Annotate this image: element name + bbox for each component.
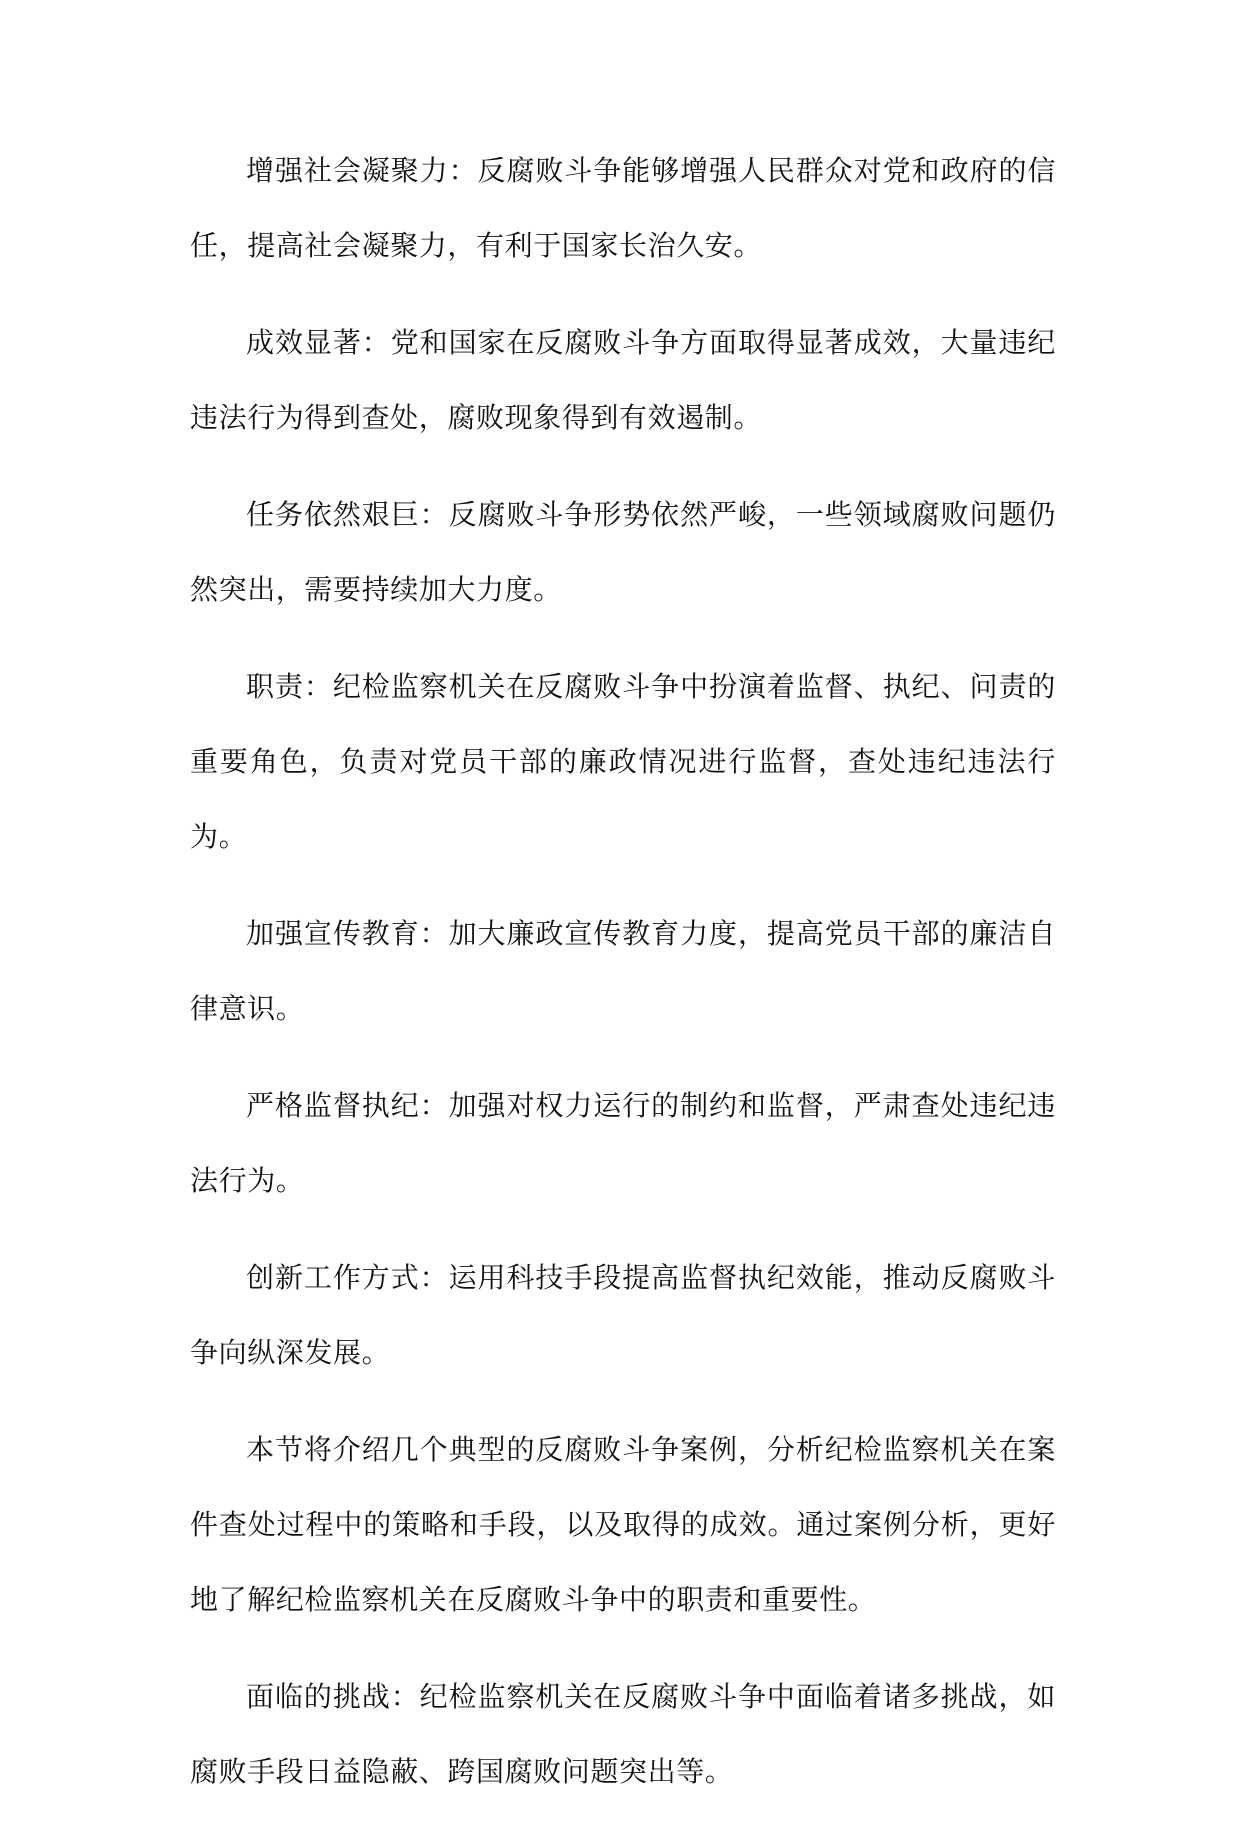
- paragraph-social-cohesion: 增强社会凝聚力：反腐败斗争能够增强人民群众对党和政府的信任，提高社会凝聚力，有利于国家长治久安。: [190, 154, 1056, 262]
- document-body: [190, 133, 1056, 1831]
- paragraph-publicity-education: 加强宣传教育：加大廉政宣传教育力度，提高党员干部的廉洁自律意识。: [190, 917, 1056, 1025]
- paragraph-challenges: 面临的挑战：纪检监察机关在反腐败斗争中面临着诸多挑战，如腐败手段日益隐蔽、跨国腐败问题突出等。: [190, 1680, 1056, 1788]
- paragraph-innovative-methods: 创新工作方式：运用科技手段提高监督执纪效能，推动反腐败斗争向纵深发展。: [190, 1261, 1056, 1369]
- paragraph-arduous-task: 任务依然艰巨：反腐败斗争形势依然严峻，一些领域腐败问题仍然突出，需要持续加大力度。: [190, 498, 1056, 606]
- paragraph-case-introduction: 本节将介绍几个典型的反腐败斗争案例，分析纪检监察机关在案件查处过程中的策略和手段，以及取得的成效。通过案例分析，更好地了解纪检监察机关在反腐败斗争中的职责和重要性。: [190, 1433, 1056, 1616]
- paragraph-strict-supervision: 严格监督执纪：加强对权力运行的制约和监督，严肃查处违纪违法行为。: [190, 1089, 1056, 1197]
- paragraph-responsibilities: 职责：纪检监察机关在反腐败斗争中扮演着监督、执纪、问责的重要角色，负责对党员干部的廉政情况进行监督，查处违纪违法行为。: [190, 670, 1056, 853]
- paragraph-notable-results: 成效显著：党和国家在反腐败斗争方面取得显著成效，大量违纪违法行为得到查处，腐败现象得到有效遏制。: [190, 326, 1056, 434]
